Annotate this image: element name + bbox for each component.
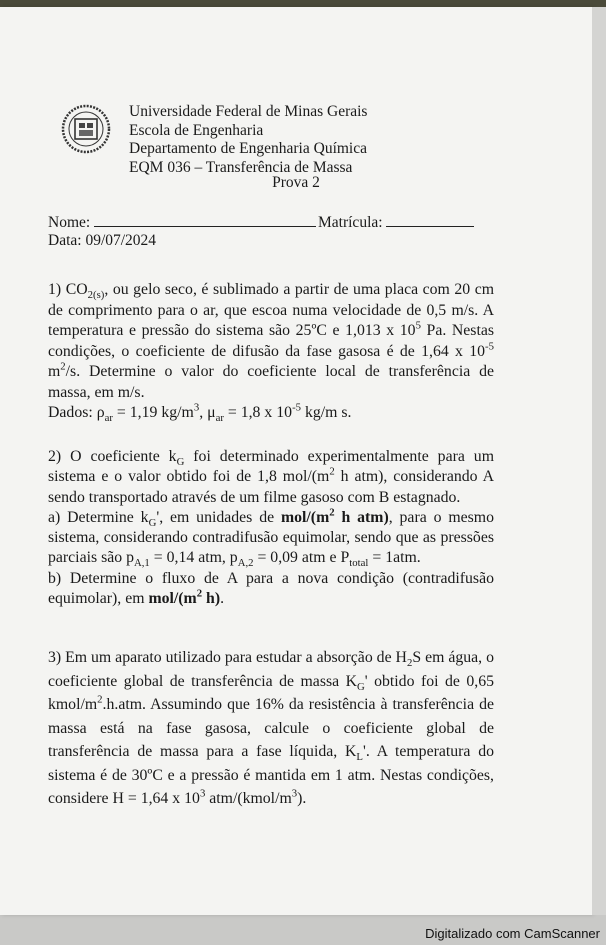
registration-blank-line xyxy=(386,212,474,227)
question-3 xyxy=(48,646,494,811)
school-name: Escola de Engenharia xyxy=(129,121,264,139)
name-blank-line xyxy=(94,212,316,227)
university-name: Universidade Federal de Minas Gerais xyxy=(129,103,368,120)
question-1-text: 1) $CO_{2(s)}$, ou gelo seco, é sublimado a partir de uma placa com 20 cm de comprimento para o ar, que escoa numa velocidade de 0,5 m/s. A temperatura e pressão do sistema são 25ºC e 1,013 x $10^5$ Pa. Nestas condições, o coeficiente de difusão da fase gasosa é de 1,64 x $10^{-5}$ $m^2/s$. Determine o valor do coeficiente local de transferência de massa, em m/s. xyxy=(48,281,495,401)
camscanner-watermark: Digitalizado com CamScanner xyxy=(425,926,600,941)
question-2-part-b: b) Determine o fluxo de A para a nova condição (contradifusão equimolar), em mol/($m^2$ h). xyxy=(48,569,494,608)
institution-header xyxy=(129,103,367,177)
ufmg-seal-icon xyxy=(61,104,111,154)
question-2-text: 2) O coeficiente $k_G$ foi determinado experimentalmente para um sistema e o valor obtido foi de 1,8 mol/($m^2$ h atm), considerando A sendo transportado através de um filme gasoso com B estagnado. xyxy=(48,448,494,506)
name-label: Nome: xyxy=(48,214,91,231)
question-1 xyxy=(48,280,494,424)
department-name: Departamento de Engenharia Química xyxy=(129,140,367,157)
scan-right-edge xyxy=(592,7,606,915)
name-field xyxy=(48,212,316,232)
course-name: EQM 036 – Transferência de Massa xyxy=(129,158,353,176)
question-2 xyxy=(48,447,494,609)
registration-field xyxy=(318,212,474,232)
question-3-text: 3) Em um aparato utilizado para estudar a absorção de $H_2S$ em água, o coeficiente global de transferência de massa $K_G'$ obtido foi de 0,65 kmol/$m^2.h.atm$. Assumindo que 16% da resistência à transferência de massa está na fase gasosa, calcule o coeficiente global de transferência de massa para a fase líquida, $K_L'$. A temperatura do sistema é de 30ºC e a pressão é mantida em 1 atm. Nestas condições, considere H = 1,64 x $10^3$ atm/$(kmol/m^3)$. xyxy=(48,649,494,807)
question-1-data: Dados: $\rho_{ar} = 1,19$ $kg/m^3$, $\mu_{ar} = 1,8$ x $10^{-5}$ kg/m s. xyxy=(48,401,352,425)
exam-date: Data: 09/07/2024 xyxy=(48,232,157,249)
exam-title: Prova 2 xyxy=(272,174,320,191)
question-2-part-a: a) Determine $k_G'$, em unidades de mol/($m^2$ h atm), para o mesmo sistema, considerando contradifusão equimolar, sendo que as pressões parciais são $p_{A,1} = 0,14$ atm, $p_{A,2} = 0,09$ atm e $P_{total} = 1atm$. xyxy=(48,506,494,570)
registration-label: Matrícula: xyxy=(318,214,383,231)
scan-top-edge xyxy=(0,0,606,7)
